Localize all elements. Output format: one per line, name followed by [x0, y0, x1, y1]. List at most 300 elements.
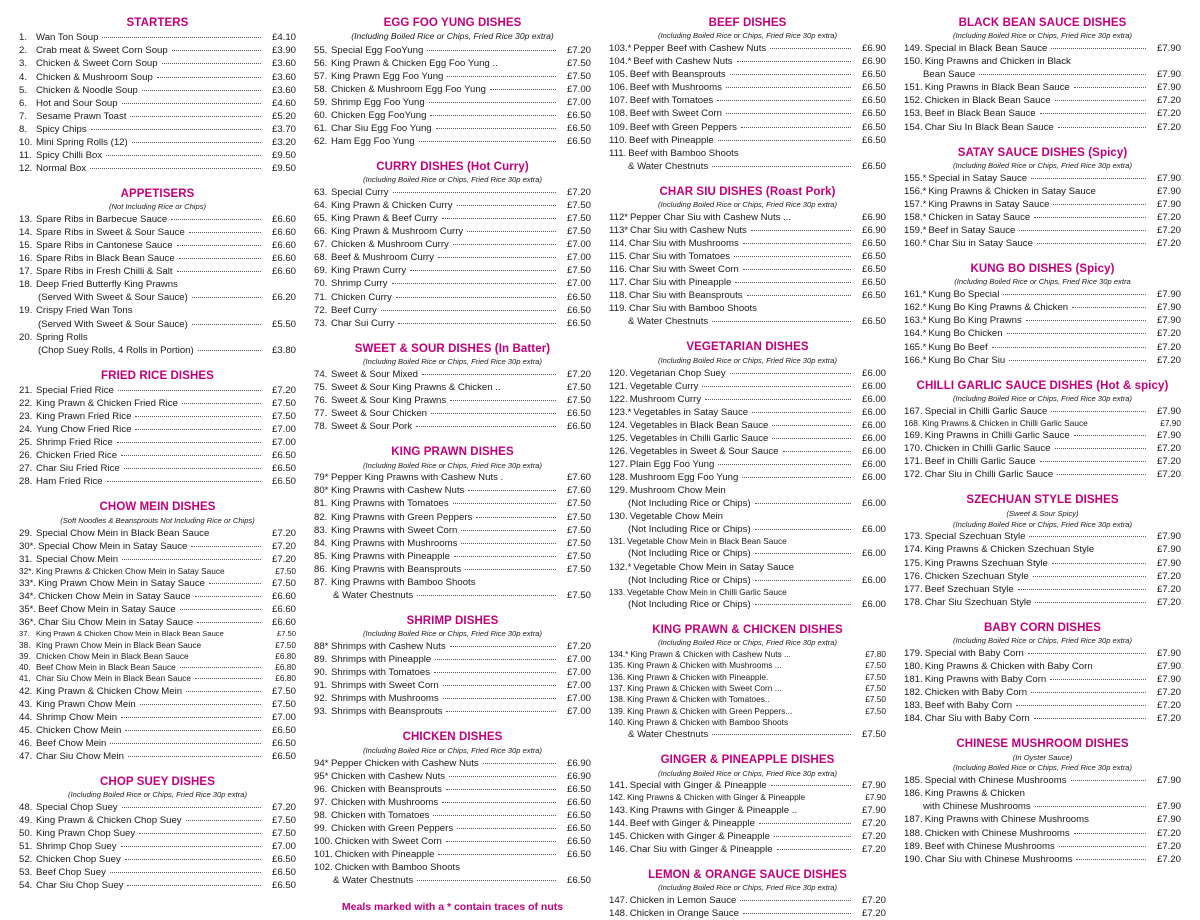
menu-item-name: Char Siu Chow Mein in Black Bean Sauce	[36, 673, 191, 684]
menu-item[interactable]	[609, 211, 886, 224]
menu-item[interactable]	[19, 436, 296, 449]
menu-item[interactable]	[904, 800, 1181, 813]
menu-item-number: 173.	[904, 531, 923, 543]
dot-leader	[1040, 113, 1146, 114]
menu-item[interactable]	[19, 213, 296, 226]
menu-item[interactable]	[609, 237, 886, 250]
menu-item[interactable]	[609, 42, 886, 55]
menu-item[interactable]	[314, 44, 591, 57]
menu-item[interactable]	[609, 263, 886, 276]
menu-item[interactable]	[609, 419, 886, 432]
menu-item-price: £7.80	[865, 649, 886, 660]
menu-item[interactable]	[904, 42, 1181, 55]
menu-item[interactable]	[314, 420, 591, 433]
menu-item-number: 77.	[314, 408, 328, 420]
dot-leader	[1037, 243, 1146, 244]
dot-leader	[189, 232, 261, 233]
menu-item[interactable]	[19, 853, 296, 866]
menu-item-price: £7.50	[566, 524, 591, 536]
menu-item[interactable]	[609, 510, 886, 523]
menu-item[interactable]	[609, 804, 886, 817]
menu-item[interactable]	[314, 705, 591, 718]
section-black-bean-sauce-dishes	[904, 16, 1181, 134]
menu-item[interactable]	[609, 792, 886, 803]
menu-item[interactable]	[314, 317, 591, 330]
section-beef-dishes	[609, 16, 886, 173]
menu-item[interactable]	[609, 432, 886, 445]
menu-item-number: 119.	[609, 303, 627, 315]
menu-item[interactable]	[19, 44, 296, 57]
menu-item[interactable]	[19, 71, 296, 84]
menu-item-name: Chicken in Satay Sauce	[928, 211, 1031, 223]
menu-item[interactable]	[314, 471, 591, 484]
menu-item[interactable]	[904, 596, 1181, 609]
menu-item-name: King Prawns with Green Peppers	[331, 511, 473, 523]
menu-item[interactable]	[19, 304, 296, 317]
menu-item[interactable]	[19, 31, 296, 44]
menu-item[interactable]	[904, 686, 1181, 699]
menu-item-number: 30*.	[19, 540, 37, 552]
menu-item[interactable]	[609, 121, 886, 134]
menu-item[interactable]	[904, 211, 1181, 224]
menu-item[interactable]	[19, 423, 296, 436]
menu-item-number: 154.	[904, 121, 923, 133]
menu-item[interactable]	[314, 57, 591, 70]
menu-item[interactable]	[314, 679, 591, 692]
menu-item[interactable]	[19, 265, 296, 278]
menu-item[interactable]	[904, 543, 1181, 556]
menu-item[interactable]	[609, 276, 886, 289]
menu-item[interactable]	[314, 264, 591, 277]
menu-item[interactable]	[609, 587, 886, 598]
menu-item[interactable]	[904, 570, 1181, 583]
menu-item[interactable]	[19, 866, 296, 879]
section-title: BEEF DISHES	[708, 17, 787, 29]
menu-item[interactable]	[904, 314, 1181, 327]
menu-item[interactable]	[19, 239, 296, 252]
dot-leader	[398, 323, 556, 324]
menu-item[interactable]	[314, 238, 591, 251]
menu-item-name: (Served With Sweet & Sour Sauce)	[38, 318, 188, 330]
menu-item[interactable]	[314, 394, 591, 407]
section-title: BLACK BEAN SAUCE DISHES	[958, 17, 1127, 29]
menu-item-name: Deep Fried Butterfly King Prawns	[36, 279, 178, 291]
menu-item[interactable]	[314, 70, 591, 83]
dot-leader	[180, 667, 261, 668]
menu-item[interactable]	[904, 673, 1181, 686]
menu-item[interactable]	[314, 757, 591, 770]
menu-item[interactable]	[19, 640, 296, 651]
menu-item[interactable]	[314, 861, 591, 874]
menu-item[interactable]	[904, 853, 1181, 866]
menu-item[interactable]	[19, 827, 296, 840]
menu-item-name: Pepper Chicken with Cashew Nuts	[331, 757, 479, 769]
menu-item[interactable]	[19, 110, 296, 123]
menu-item-number: 103.*	[609, 43, 632, 55]
menu-item[interactable]	[904, 237, 1181, 250]
menu-item[interactable]	[19, 662, 296, 673]
menu-item[interactable]	[609, 660, 886, 671]
menu-item-name: Chicken Chow Mein	[36, 724, 122, 736]
dot-leader	[1071, 780, 1146, 781]
menu-item-number: 146.	[609, 843, 628, 855]
menu-item[interactable]	[19, 278, 296, 291]
dot-leader	[195, 596, 261, 597]
menu-item[interactable]	[904, 94, 1181, 107]
dot-leader	[130, 116, 261, 117]
menu-item-price: £6.50	[566, 875, 591, 887]
menu-item[interactable]	[314, 122, 591, 135]
menu-item[interactable]	[904, 288, 1181, 301]
menu-item[interactable]	[609, 55, 886, 68]
menu-item[interactable]	[19, 252, 296, 265]
menu-item[interactable]	[19, 750, 296, 763]
dot-leader	[712, 734, 851, 735]
menu-item[interactable]	[314, 291, 591, 304]
menu-item[interactable]	[19, 449, 296, 462]
menu-item[interactable]	[19, 737, 296, 750]
menu-item-price: £7.90	[1156, 801, 1181, 813]
menu-item[interactable]	[904, 327, 1181, 340]
menu-item[interactable]	[609, 406, 886, 419]
menu-item[interactable]	[904, 455, 1181, 468]
menu-item[interactable]	[314, 666, 591, 679]
menu-item[interactable]	[19, 616, 296, 629]
menu-item-price: £6.50	[566, 421, 591, 433]
menu-item[interactable]	[314, 576, 591, 589]
menu-item-price: £6.50	[271, 476, 296, 488]
menu-item-name: Crab meat & Sweet Corn Soup	[36, 45, 168, 57]
menu-item-number: 182.	[904, 687, 923, 699]
menu-item[interactable]	[609, 107, 886, 120]
menu-item[interactable]	[609, 830, 886, 843]
menu-item-price: £7.50	[566, 381, 591, 393]
menu-item[interactable]	[904, 354, 1181, 367]
menu-item[interactable]	[19, 97, 296, 110]
menu-item[interactable]	[314, 368, 591, 381]
menu-item[interactable]	[609, 523, 886, 536]
menu-item[interactable]	[19, 801, 296, 814]
menu-item[interactable]	[904, 185, 1181, 198]
menu-item[interactable]	[314, 640, 591, 653]
menu-item[interactable]	[609, 907, 886, 920]
section-subtitle: (Including Boiled Rice or Chips, Fried Rice 30p extra)	[363, 460, 542, 470]
menu-item[interactable]	[314, 589, 591, 602]
menu-item[interactable]	[609, 779, 886, 792]
menu-item[interactable]	[19, 814, 296, 827]
menu-item[interactable]	[19, 603, 296, 616]
menu-item-list	[904, 774, 1181, 865]
menu-item-name: Special in Satay Sauce	[928, 172, 1028, 184]
menu-item[interactable]	[904, 107, 1181, 120]
menu-item[interactable]	[609, 380, 886, 393]
menu-item[interactable]	[19, 698, 296, 711]
menu-item-price: £7.20	[1156, 121, 1181, 133]
menu-item[interactable]	[904, 405, 1181, 418]
menu-item[interactable]	[314, 135, 591, 148]
menu-item-name: Mushroom Chow Mein	[629, 485, 726, 497]
menu-item[interactable]	[609, 843, 886, 856]
menu-item-number: 37.	[19, 629, 30, 639]
menu-item[interactable]	[19, 344, 296, 357]
menu-item[interactable]	[19, 57, 296, 70]
menu-item[interactable]	[609, 147, 886, 160]
menu-item[interactable]	[904, 429, 1181, 442]
menu-item-price: £7.20	[1156, 853, 1181, 865]
menu-item[interactable]	[314, 199, 591, 212]
menu-item[interactable]	[19, 527, 296, 540]
menu-item[interactable]	[314, 497, 591, 510]
menu-item[interactable]	[314, 225, 591, 238]
dot-leader	[1055, 100, 1146, 101]
menu-item[interactable]	[314, 484, 591, 497]
menu-item-price: £7.00	[271, 424, 296, 436]
menu-item[interactable]	[19, 331, 296, 344]
menu-item[interactable]	[314, 796, 591, 809]
menu-item[interactable]	[314, 212, 591, 225]
menu-item[interactable]	[314, 511, 591, 524]
menu-item[interactable]	[904, 530, 1181, 543]
menu-item-name: Beef Chop Suey	[36, 867, 106, 879]
menu-item-number: 98.	[314, 809, 328, 821]
section-subtitle: (Not Including Rice or Chips)	[108, 202, 207, 212]
menu-item[interactable]	[609, 536, 886, 547]
menu-item[interactable]	[314, 874, 591, 887]
menu-item[interactable]	[609, 68, 886, 81]
dot-leader	[705, 399, 851, 400]
menu-item[interactable]	[904, 647, 1181, 660]
menu-item[interactable]	[19, 318, 296, 331]
menu-item[interactable]	[609, 894, 886, 907]
dot-leader	[1074, 87, 1146, 88]
menu-item[interactable]	[609, 649, 886, 660]
menu-item-price: £7.60	[566, 472, 591, 484]
menu-item-number: 102.	[314, 861, 333, 873]
menu-item[interactable]	[609, 497, 886, 510]
menu-item[interactable]	[19, 651, 296, 662]
menu-item-price: £6.50	[566, 783, 591, 795]
menu-item[interactable]	[19, 162, 296, 175]
menu-item[interactable]	[314, 524, 591, 537]
section-lemon-and-orange-sauce-dishes	[609, 868, 886, 920]
menu-item[interactable]	[314, 770, 591, 783]
menu-item[interactable]	[904, 583, 1181, 596]
menu-item[interactable]	[609, 160, 886, 173]
menu-item[interactable]	[904, 774, 1181, 787]
menu-item[interactable]	[19, 136, 296, 149]
menu-item[interactable]	[609, 458, 886, 471]
menu-item[interactable]	[609, 547, 886, 560]
menu-item[interactable]	[904, 224, 1181, 237]
menu-item-name: Chicken & Noodle Soup	[36, 84, 138, 96]
menu-item[interactable]	[19, 226, 296, 239]
menu-item[interactable]	[19, 149, 296, 162]
menu-item[interactable]	[609, 598, 886, 611]
menu-item-name: Beef with Tomatoes	[629, 95, 714, 107]
menu-item[interactable]	[19, 629, 296, 639]
menu-item[interactable]	[904, 712, 1181, 725]
menu-item[interactable]	[904, 442, 1181, 455]
menu-item[interactable]	[19, 685, 296, 698]
menu-item[interactable]	[314, 407, 591, 420]
menu-item[interactable]	[19, 553, 296, 566]
menu-item[interactable]	[314, 809, 591, 822]
dot-leader	[1033, 576, 1146, 577]
menu-item[interactable]	[609, 728, 886, 741]
menu-item[interactable]	[609, 484, 886, 497]
menu-item[interactable]	[609, 574, 886, 587]
menu-item[interactable]	[314, 109, 591, 122]
menu-item[interactable]	[314, 304, 591, 317]
dot-leader	[743, 913, 851, 914]
menu-item-list	[19, 527, 296, 763]
menu-item[interactable]	[314, 835, 591, 848]
menu-item[interactable]	[609, 561, 886, 574]
menu-item[interactable]	[19, 577, 296, 590]
menu-item[interactable]	[609, 367, 886, 380]
section-subtitle: (Including Boiled Rice or Chips, Fried Rice 30p extra)	[953, 636, 1132, 646]
menu-item[interactable]	[609, 694, 886, 705]
menu-item-number: 71.	[314, 291, 328, 303]
menu-item[interactable]	[314, 822, 591, 835]
menu-item-name: (Not Including Rice or Chips)	[628, 574, 751, 586]
menu-item-price: £3.60	[271, 71, 296, 83]
menu-item-name: King Prawns & Chicken in Chilli Garlic Sauce	[922, 417, 1088, 428]
menu-item[interactable]	[19, 84, 296, 97]
dot-leader	[177, 271, 262, 272]
menu-item[interactable]	[314, 653, 591, 666]
menu-item-number: 175.	[904, 557, 923, 569]
menu-item[interactable]	[609, 717, 886, 728]
menu-item[interactable]	[904, 840, 1181, 853]
menu-item-name: King Prawns and Chicken in Black	[924, 56, 1071, 68]
menu-item-number: 23.	[19, 411, 33, 423]
menu-item-list	[609, 779, 886, 856]
menu-item[interactable]	[314, 96, 591, 109]
section-curry-dishes	[314, 160, 591, 330]
section-title: CHOP SUEY DISHES	[100, 775, 215, 788]
menu-item[interactable]	[19, 840, 296, 853]
menu-item[interactable]	[609, 445, 886, 458]
menu-item[interactable]	[19, 397, 296, 410]
menu-item[interactable]	[314, 848, 591, 861]
menu-item[interactable]	[609, 302, 886, 315]
menu-item[interactable]	[314, 83, 591, 96]
menu-item[interactable]	[314, 550, 591, 563]
menu-item[interactable]	[904, 660, 1181, 673]
menu-item[interactable]	[19, 673, 296, 684]
menu-item[interactable]	[609, 393, 886, 406]
menu-item[interactable]	[609, 471, 886, 484]
menu-item[interactable]	[609, 315, 886, 328]
menu-item[interactable]	[609, 94, 886, 107]
menu-item[interactable]	[19, 590, 296, 603]
menu-item[interactable]	[19, 540, 296, 553]
menu-item[interactable]	[904, 418, 1181, 429]
menu-item[interactable]	[314, 537, 591, 550]
menu-item-price: £3.20	[271, 136, 296, 148]
menu-item[interactable]	[609, 224, 886, 237]
menu-item-number: 48.	[19, 802, 33, 814]
menu-item[interactable]	[314, 563, 591, 576]
menu-item[interactable]	[19, 711, 296, 724]
menu-item-name: Shrimps with Sweet Corn	[331, 680, 439, 692]
menu-item-name: Special Fried Rice	[36, 385, 114, 397]
menu-item-name: Shrimps with Tomatoes	[331, 667, 430, 679]
menu-item-number: 117.	[609, 277, 627, 289]
menu-item[interactable]	[314, 186, 591, 199]
menu-item[interactable]	[609, 289, 886, 302]
menu-item[interactable]	[19, 123, 296, 136]
menu-item[interactable]	[904, 813, 1181, 826]
menu-item-list	[314, 640, 591, 718]
menu-item-name: King Prawns & Chicken Chow Mein in Satay Sauce	[36, 565, 225, 576]
menu-item[interactable]	[609, 81, 886, 94]
menu-item[interactable]	[19, 410, 296, 423]
menu-item[interactable]	[314, 783, 591, 796]
menu-item-number: 144.	[609, 817, 628, 829]
menu-item[interactable]	[904, 301, 1181, 314]
menu-item[interactable]	[19, 566, 296, 577]
menu-item-name: (Chop Suey Rolls, 4 Rolls in Portion)	[38, 344, 194, 356]
menu-item[interactable]	[19, 724, 296, 737]
dot-leader	[110, 872, 261, 873]
menu-item[interactable]	[904, 699, 1181, 712]
menu-item[interactable]	[904, 81, 1181, 94]
dot-leader	[755, 604, 851, 605]
menu-item-number: 97.	[314, 796, 328, 808]
menu-item[interactable]	[609, 134, 886, 147]
dot-leader	[430, 115, 556, 116]
menu-item[interactable]	[904, 172, 1181, 185]
menu-item-price: £7.50	[276, 629, 296, 639]
dot-leader	[771, 785, 851, 786]
menu-item[interactable]	[314, 277, 591, 290]
menu-item[interactable]	[904, 557, 1181, 570]
menu-item-number: 66.	[314, 226, 328, 238]
menu-item[interactable]	[19, 384, 296, 397]
menu-item[interactable]	[904, 787, 1181, 800]
menu-item-price: £7.20	[1156, 95, 1181, 107]
menu-item-name: King Prawns with Mushrooms	[331, 537, 458, 549]
menu-item[interactable]	[904, 827, 1181, 840]
menu-item[interactable]	[904, 55, 1181, 68]
menu-item[interactable]	[314, 692, 591, 705]
menu-item-number: 121.	[609, 380, 628, 392]
menu-item[interactable]	[904, 198, 1181, 211]
menu-item[interactable]	[314, 381, 591, 394]
menu-item[interactable]	[904, 121, 1181, 134]
dot-leader	[743, 269, 851, 270]
menu-item[interactable]	[314, 251, 591, 264]
menu-item[interactable]	[19, 291, 296, 304]
menu-item[interactable]	[904, 68, 1181, 81]
menu-item[interactable]	[19, 462, 296, 475]
menu-item[interactable]	[904, 468, 1181, 481]
menu-item[interactable]	[19, 879, 296, 892]
menu-item-number: 58.	[314, 83, 328, 95]
menu-item[interactable]	[609, 250, 886, 263]
dot-leader	[718, 140, 851, 141]
menu-item[interactable]	[609, 706, 886, 717]
menu-item[interactable]	[904, 341, 1181, 354]
menu-item-price: £7.50	[566, 550, 591, 562]
menu-item-price: £7.50	[275, 639, 296, 650]
menu-item[interactable]	[19, 475, 296, 488]
menu-item-name: Crispy Fried Wan Tons	[36, 305, 133, 317]
menu-item[interactable]	[609, 672, 886, 683]
menu-item[interactable]	[609, 683, 886, 694]
